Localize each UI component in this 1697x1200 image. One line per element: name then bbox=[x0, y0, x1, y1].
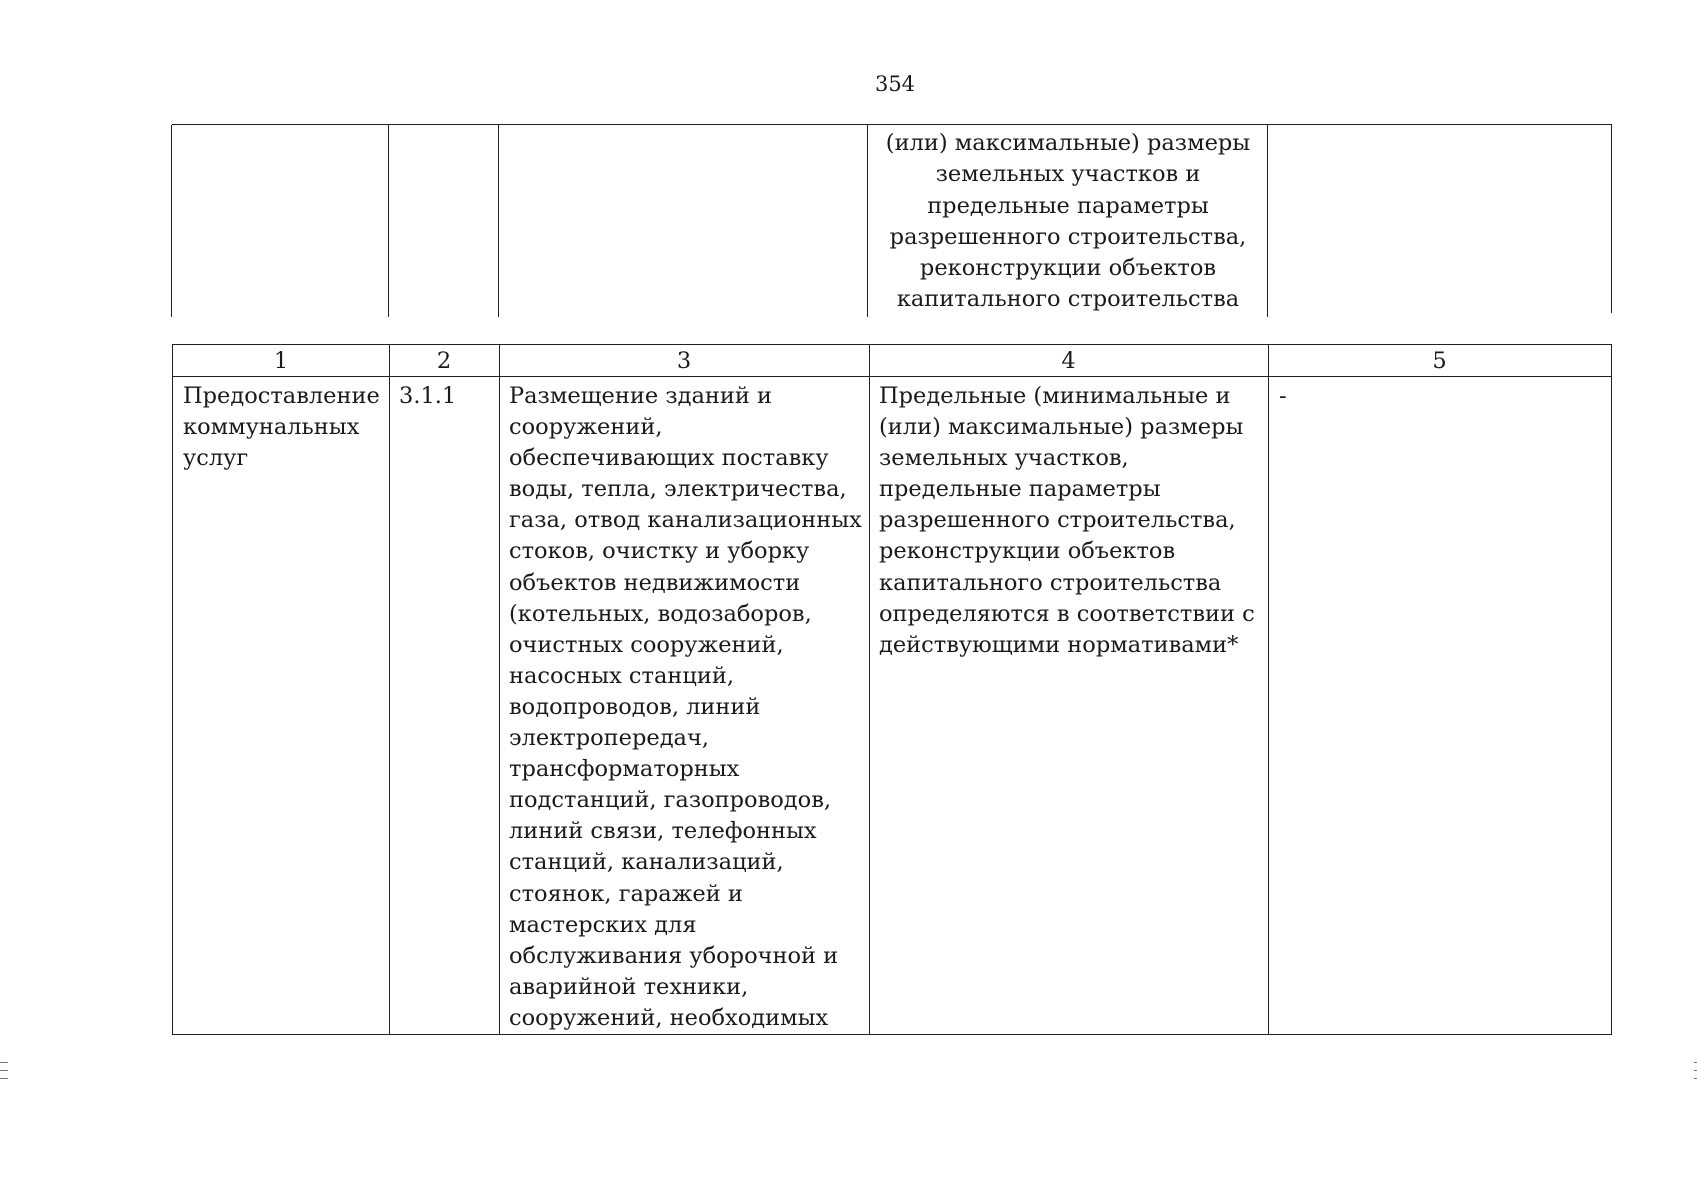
parameters-cell bbox=[879, 381, 1264, 661]
column-border bbox=[867, 125, 868, 317]
land-use-table bbox=[172, 344, 1612, 1035]
use-type-description-cell bbox=[509, 381, 865, 1034]
column-border bbox=[869, 345, 870, 1034]
column-border bbox=[498, 125, 499, 317]
text-line: услуг bbox=[183, 445, 249, 472]
text-line: сооружений, необходимых bbox=[509, 1004, 829, 1031]
use-type-code: 3.1.1 bbox=[399, 383, 457, 409]
column-border bbox=[1611, 125, 1612, 313]
text-line: линий связи, телефонных bbox=[509, 818, 817, 845]
use-type-name-cell bbox=[183, 381, 383, 474]
text-line: земельных участков и bbox=[935, 161, 1201, 188]
column-header-1: 1 bbox=[273, 348, 289, 374]
continuation-parameters-cell bbox=[869, 128, 1267, 316]
text-line: газа, отвод канализационных bbox=[509, 507, 862, 534]
column-header-5: 5 bbox=[1432, 348, 1447, 374]
restrictions-value: - bbox=[1279, 383, 1287, 409]
text-line: (или) максимальные) размеры bbox=[879, 414, 1244, 441]
text-line: мастерских для bbox=[509, 911, 697, 938]
column-border bbox=[388, 125, 389, 317]
text-line: обслуживания уборочной и bbox=[509, 942, 839, 969]
text-line: коммунальных bbox=[183, 414, 360, 441]
column-header-3: 3 bbox=[676, 348, 692, 374]
text-line: обеспечивающих поставку bbox=[509, 445, 829, 472]
text-line: предельные параметры bbox=[879, 476, 1161, 503]
text-line: реконструкции объектов bbox=[879, 538, 1176, 565]
page-number: 354 bbox=[874, 72, 916, 96]
text-line: разрешенного строительства, bbox=[879, 507, 1236, 534]
text-line: воды, тепла, электричества, bbox=[509, 476, 847, 503]
text-line: капитального строительства bbox=[879, 569, 1222, 596]
text-line: очистных сооружений, bbox=[509, 631, 784, 658]
text-line: стоков, очистку и уборку bbox=[509, 538, 810, 565]
text-line: станций, канализаций, bbox=[509, 849, 784, 876]
text-line: Предоставление bbox=[183, 383, 380, 409]
text-line: аварийной техники, bbox=[509, 973, 749, 1000]
text-line: определяются в соответствии с bbox=[879, 600, 1255, 627]
text-line: водопроводов, линий bbox=[509, 693, 761, 720]
text-line: (или) максимальные) размеры bbox=[885, 130, 1251, 156]
column-border bbox=[171, 125, 172, 317]
text-line: Предельные (минимальные и bbox=[879, 383, 1231, 409]
scan-artifact bbox=[0, 1062, 8, 1088]
text-line: объектов недвижимости bbox=[509, 569, 801, 596]
text-line: подстанций, газопроводов, bbox=[509, 787, 832, 814]
restrictions-cell bbox=[1279, 381, 1599, 412]
text-line: капитального строительства bbox=[896, 286, 1240, 313]
continuation-table bbox=[172, 124, 1612, 316]
text-line: разрешенного строительства, bbox=[889, 223, 1247, 250]
column-header-4: 4 bbox=[1061, 348, 1076, 374]
column-border bbox=[499, 345, 500, 1034]
column-border bbox=[1267, 125, 1268, 317]
text-line: электропередач, bbox=[509, 725, 709, 752]
text-line: земельных участков, bbox=[879, 445, 1129, 472]
text-line: предельные параметры bbox=[927, 192, 1209, 219]
text-line: сооружений, bbox=[509, 414, 663, 441]
text-line: Размещение зданий и bbox=[509, 383, 773, 409]
text-line: насосных станций, bbox=[509, 662, 734, 689]
column-border bbox=[389, 345, 390, 1034]
column-border bbox=[1268, 345, 1269, 1034]
text-line: трансформаторных bbox=[509, 756, 740, 783]
text-line: действующими нормативами* bbox=[879, 631, 1239, 658]
text-line: реконструкции объектов bbox=[919, 255, 1217, 282]
text-line: (котельных, водозаборов, bbox=[509, 600, 812, 627]
text-line: стоянок, гаражей и bbox=[509, 880, 743, 907]
use-type-code-cell bbox=[399, 381, 494, 412]
column-header-2: 2 bbox=[436, 348, 452, 374]
